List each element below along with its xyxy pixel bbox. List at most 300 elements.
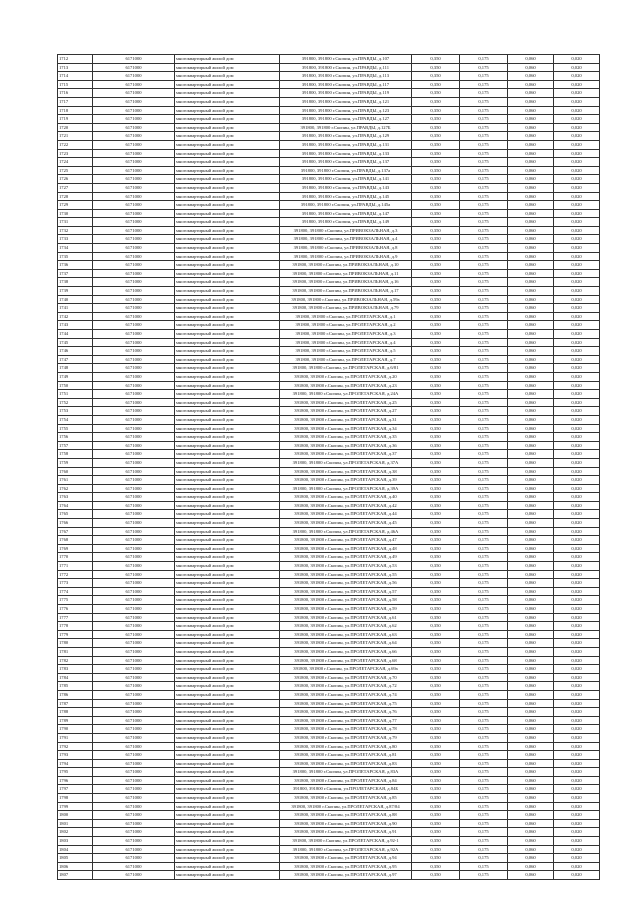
- oktmo-code-cell: 6171000: [93, 226, 175, 235]
- building-type-cell: многоквартирный жилой дом: [175, 751, 280, 760]
- building-type-cell: многоквартирный жилой дом: [175, 115, 280, 124]
- table-row: [58, 287, 600, 296]
- document-sheet: [57, 54, 599, 880]
- oktmo-code-cell: 6171000: [93, 862, 175, 871]
- value-1-cell: 0,350: [412, 381, 460, 390]
- value-2-cell: 0,175: [460, 312, 508, 321]
- address-cell: 391800, 391800 г.Скопин, ул.ПРОЛЕТАРСКАЯ, д.75: [280, 699, 412, 708]
- row-number-cell: 1781: [58, 647, 93, 656]
- value-1-cell: 0,350: [412, 72, 460, 81]
- value-4-cell: 0,020: [554, 398, 600, 407]
- address-cell: 391800, 391800 г.Скопин, ул.ПРИВОКЗАЛЬНАЯ, д.59а: [280, 295, 412, 304]
- value-4-cell: 0,020: [554, 295, 600, 304]
- value-3-cell: 0,060: [508, 226, 554, 235]
- value-4-cell: 0,020: [554, 570, 600, 579]
- value-1-cell: 0,350: [412, 690, 460, 699]
- value-4-cell: 0,020: [554, 562, 600, 571]
- value-3-cell: 0,060: [508, 819, 554, 828]
- building-type-cell: многоквартирный жилой дом: [175, 123, 280, 132]
- value-3-cell: 0,060: [508, 364, 554, 373]
- address-cell: 391800, 391800 г.Скопин, ул.ПРОЛЕТАРСКАЯ, д.31: [280, 415, 412, 424]
- oktmo-code-cell: 6171000: [93, 364, 175, 373]
- row-number-cell: 1738: [58, 278, 93, 287]
- value-4-cell: 0,020: [554, 553, 600, 562]
- table-row: [58, 175, 600, 184]
- address-cell: 391800, 391800 г.Скопин, ул.ПРИВОКЗАЛЬНАЯ, д.10: [280, 261, 412, 270]
- table-row: [58, 55, 600, 64]
- value-1-cell: 0,350: [412, 183, 460, 192]
- value-1-cell: 0,350: [412, 708, 460, 717]
- building-type-cell: многоквартирный жилой дом: [175, 252, 280, 261]
- row-number-cell: 1756: [58, 433, 93, 442]
- value-2-cell: 0,175: [460, 630, 508, 639]
- value-4-cell: 0,020: [554, 372, 600, 381]
- value-1-cell: 0,350: [412, 63, 460, 72]
- value-3-cell: 0,060: [508, 854, 554, 863]
- value-2-cell: 0,175: [460, 295, 508, 304]
- oktmo-code-cell: 6171000: [93, 183, 175, 192]
- building-type-cell: многоквартирный жилой дом: [175, 622, 280, 631]
- table-row: [58, 132, 600, 141]
- building-type-cell: многоквартирный жилой дом: [175, 441, 280, 450]
- row-number-cell: 1801: [58, 819, 93, 828]
- value-1-cell: 0,350: [412, 605, 460, 614]
- value-3-cell: 0,060: [508, 312, 554, 321]
- address-cell: 391800, 391800 г.Скопин, ул.ПРАВДЫ, д.145а: [280, 201, 412, 210]
- table-row: [58, 854, 600, 863]
- value-1-cell: 0,350: [412, 647, 460, 656]
- oktmo-code-cell: 6171000: [93, 106, 175, 115]
- table-row: [58, 149, 600, 158]
- table-row: [58, 519, 600, 528]
- row-number-cell: 1799: [58, 802, 93, 811]
- building-type-cell: многоквартирный жилой дом: [175, 312, 280, 321]
- table-row: [58, 596, 600, 605]
- table-row: [58, 140, 600, 149]
- address-cell: 391800, 391800 г.Скопин, ул.ПРОЛЕТАРСКАЯ, д.25: [280, 398, 412, 407]
- address-cell: 391800, 391800 г.Скопин, ул.ПРОЛЕТАРСКАЯ, д.3: [280, 330, 412, 339]
- building-type-cell: многоквартирный жилой дом: [175, 209, 280, 218]
- value-4-cell: 0,020: [554, 381, 600, 390]
- value-2-cell: 0,175: [460, 149, 508, 158]
- table-row: [58, 587, 600, 596]
- row-number-cell: 1788: [58, 708, 93, 717]
- value-1-cell: 0,350: [412, 390, 460, 399]
- oktmo-code-cell: 6171000: [93, 725, 175, 734]
- building-type-cell: многоквартирный жилой дом: [175, 476, 280, 485]
- oktmo-code-cell: 6171000: [93, 407, 175, 416]
- address-cell: 391800, 391800 г.Скопин, ул.ПРИВОКЗАЛЬНАЯ, д.4: [280, 235, 412, 244]
- value-1-cell: 0,350: [412, 785, 460, 794]
- value-3-cell: 0,060: [508, 209, 554, 218]
- value-1-cell: 0,350: [412, 450, 460, 459]
- value-2-cell: 0,175: [460, 751, 508, 760]
- value-2-cell: 0,175: [460, 467, 508, 476]
- value-4-cell: 0,020: [554, 390, 600, 399]
- value-1-cell: 0,350: [412, 819, 460, 828]
- oktmo-code-cell: 6171000: [93, 682, 175, 691]
- value-3-cell: 0,060: [508, 665, 554, 674]
- value-4-cell: 0,020: [554, 579, 600, 588]
- oktmo-code-cell: 6171000: [93, 372, 175, 381]
- value-3-cell: 0,060: [508, 175, 554, 184]
- address-cell: 391800, 391800 г.Скопин, ул.ПРОЛЕТАРСКАЯ, д.76: [280, 708, 412, 717]
- building-type-cell: многоквартирный жилой дом: [175, 261, 280, 270]
- oktmo-code-cell: 6171000: [93, 733, 175, 742]
- oktmo-code-cell: 6171000: [93, 630, 175, 639]
- value-2-cell: 0,175: [460, 613, 508, 622]
- value-3-cell: 0,060: [508, 802, 554, 811]
- building-type-cell: многоквартирный жилой дом: [175, 458, 280, 467]
- value-2-cell: 0,175: [460, 493, 508, 502]
- value-2-cell: 0,175: [460, 458, 508, 467]
- value-1-cell: 0,350: [412, 330, 460, 339]
- table-row: [58, 708, 600, 717]
- address-cell: 391800, 391800 г.Скопин, ул.ПРАВДЫ, д.149: [280, 218, 412, 227]
- value-4-cell: 0,020: [554, 759, 600, 768]
- value-1-cell: 0,350: [412, 656, 460, 665]
- value-2-cell: 0,175: [460, 424, 508, 433]
- value-1-cell: 0,350: [412, 854, 460, 863]
- value-1-cell: 0,350: [412, 845, 460, 854]
- value-1-cell: 0,350: [412, 287, 460, 296]
- address-cell: 391800, 391800 г.Скопин, ул.ПРОЛЕТАРСКАЯ, д.81: [280, 751, 412, 760]
- address-cell: 391800, 391800 г.Скопин, ул.ПРИВОКЗАЛЬНАЯ, д.9: [280, 252, 412, 261]
- table-row: [58, 570, 600, 579]
- value-3-cell: 0,060: [508, 751, 554, 760]
- value-4-cell: 0,020: [554, 175, 600, 184]
- value-1-cell: 0,350: [412, 596, 460, 605]
- row-number-cell: 1782: [58, 656, 93, 665]
- table-row: [58, 751, 600, 760]
- oktmo-code-cell: 6171000: [93, 330, 175, 339]
- value-2-cell: 0,175: [460, 450, 508, 459]
- building-type-cell: многоквартирный жилой дом: [175, 269, 280, 278]
- value-4-cell: 0,020: [554, 845, 600, 854]
- value-2-cell: 0,175: [460, 321, 508, 330]
- value-2-cell: 0,175: [460, 802, 508, 811]
- row-number-cell: 1785: [58, 682, 93, 691]
- value-4-cell: 0,020: [554, 622, 600, 631]
- oktmo-code-cell: 6171000: [93, 802, 175, 811]
- value-4-cell: 0,020: [554, 854, 600, 863]
- table-row: [58, 89, 600, 98]
- value-1-cell: 0,350: [412, 519, 460, 528]
- table-row: [58, 347, 600, 356]
- address-cell: 391800, 391800 г.Скопин, ул.ПРОЛЕТАРСКАЯ, д.97: [280, 871, 412, 880]
- oktmo-code-cell: 6171000: [93, 759, 175, 768]
- row-number-cell: 1742: [58, 312, 93, 321]
- value-2-cell: 0,175: [460, 441, 508, 450]
- building-type-cell: многоквартирный жилой дом: [175, 742, 280, 751]
- value-4-cell: 0,020: [554, 364, 600, 373]
- value-4-cell: 0,020: [554, 665, 600, 674]
- table-row: [58, 441, 600, 450]
- value-3-cell: 0,060: [508, 570, 554, 579]
- value-1-cell: 0,350: [412, 97, 460, 106]
- value-3-cell: 0,060: [508, 321, 554, 330]
- value-1-cell: 0,350: [412, 218, 460, 227]
- value-4-cell: 0,020: [554, 819, 600, 828]
- address-cell: 391800, 391800 г.Скопин, ул.ПРОЛЕТАРСКАЯ, д.87/84: [280, 802, 412, 811]
- row-number-cell: 1793: [58, 751, 93, 760]
- row-number-cell: 1732: [58, 226, 93, 235]
- value-2-cell: 0,175: [460, 364, 508, 373]
- value-3-cell: 0,060: [508, 415, 554, 424]
- address-cell: 391800, 391800 г.Скопин, ул.ПРОЛЕТАРСКАЯ, д.49: [280, 553, 412, 562]
- building-type-cell: многоквартирный жилой дом: [175, 630, 280, 639]
- oktmo-code-cell: 6171000: [93, 845, 175, 854]
- value-1-cell: 0,350: [412, 312, 460, 321]
- value-1-cell: 0,350: [412, 149, 460, 158]
- value-4-cell: 0,020: [554, 862, 600, 871]
- value-2-cell: 0,175: [460, 622, 508, 631]
- value-4-cell: 0,020: [554, 415, 600, 424]
- value-4-cell: 0,020: [554, 166, 600, 175]
- address-cell: 391800, 391800 г.Скопин, ул.ПРОЛЕТАРСКАЯ, д.57: [280, 587, 412, 596]
- table-row: [58, 226, 600, 235]
- table-row: [58, 785, 600, 794]
- value-4-cell: 0,020: [554, 647, 600, 656]
- oktmo-code-cell: 6171000: [93, 123, 175, 132]
- table-row: [58, 321, 600, 330]
- value-1-cell: 0,350: [412, 115, 460, 124]
- oktmo-code-cell: 6171000: [93, 218, 175, 227]
- value-2-cell: 0,175: [460, 63, 508, 72]
- row-number-cell: 1737: [58, 269, 93, 278]
- building-type-cell: многоквартирный жилой дом: [175, 295, 280, 304]
- row-number-cell: 1734: [58, 244, 93, 253]
- value-3-cell: 0,060: [508, 630, 554, 639]
- building-type-cell: многоквартирный жилой дом: [175, 647, 280, 656]
- building-type-cell: многоквартирный жилой дом: [175, 493, 280, 502]
- value-3-cell: 0,060: [508, 398, 554, 407]
- value-3-cell: 0,060: [508, 622, 554, 631]
- table-row: [58, 536, 600, 545]
- value-4-cell: 0,020: [554, 708, 600, 717]
- value-4-cell: 0,020: [554, 587, 600, 596]
- building-type-cell: многоквартирный жилой дом: [175, 845, 280, 854]
- value-2-cell: 0,175: [460, 72, 508, 81]
- value-2-cell: 0,175: [460, 845, 508, 854]
- value-2-cell: 0,175: [460, 381, 508, 390]
- value-4-cell: 0,020: [554, 716, 600, 725]
- value-2-cell: 0,175: [460, 562, 508, 571]
- table-row: [58, 166, 600, 175]
- oktmo-code-cell: 6171000: [93, 828, 175, 837]
- oktmo-code-cell: 6171000: [93, 80, 175, 89]
- row-number-cell: 1762: [58, 484, 93, 493]
- row-number-cell: 1720: [58, 123, 93, 132]
- value-2-cell: 0,175: [460, 733, 508, 742]
- row-number-cell: 1753: [58, 407, 93, 416]
- value-4-cell: 0,020: [554, 72, 600, 81]
- oktmo-code-cell: 6171000: [93, 450, 175, 459]
- building-type-cell: многоквартирный жилой дом: [175, 364, 280, 373]
- row-number-cell: 1749: [58, 372, 93, 381]
- value-4-cell: 0,020: [554, 458, 600, 467]
- oktmo-code-cell: 6171000: [93, 192, 175, 201]
- table-row: [58, 776, 600, 785]
- building-type-cell: многоквартирный жилой дом: [175, 407, 280, 416]
- value-1-cell: 0,350: [412, 699, 460, 708]
- row-number-cell: 1802: [58, 828, 93, 837]
- table-row: [58, 484, 600, 493]
- row-number-cell: 1725: [58, 166, 93, 175]
- address-cell: 391800, 391800 г.Скопин, ул.ПРАВДЫ, д.121: [280, 97, 412, 106]
- table-row: [58, 819, 600, 828]
- value-4-cell: 0,020: [554, 699, 600, 708]
- value-3-cell: 0,060: [508, 725, 554, 734]
- oktmo-code-cell: 6171000: [93, 140, 175, 149]
- address-cell: 391800, 391800 г.Скопин, ул.ПРОЛЕТАРСКАЯ, д.37А: [280, 458, 412, 467]
- row-number-cell: 1739: [58, 287, 93, 296]
- building-type-cell: многоквартирный жилой дом: [175, 759, 280, 768]
- address-cell: 391800, 391800 г.Скопин, ул.ПРОЛЕТАРСКАЯ, д.24А: [280, 390, 412, 399]
- value-1-cell: 0,350: [412, 244, 460, 253]
- row-number-cell: 1715: [58, 80, 93, 89]
- value-2-cell: 0,175: [460, 330, 508, 339]
- row-number-cell: 1751: [58, 390, 93, 399]
- value-2-cell: 0,175: [460, 433, 508, 442]
- address-cell: 391800, 391800 г.Скопин, ул.ПРОЛЕТАРСКАЯ, д.69а: [280, 665, 412, 674]
- value-2-cell: 0,175: [460, 742, 508, 751]
- row-number-cell: 1721: [58, 132, 93, 141]
- row-number-cell: 1731: [58, 218, 93, 227]
- oktmo-code-cell: 6171000: [93, 355, 175, 364]
- building-type-cell: многоквартирный жилой дом: [175, 55, 280, 64]
- value-1-cell: 0,350: [412, 862, 460, 871]
- oktmo-code-cell: 6171000: [93, 252, 175, 261]
- address-cell: 391800, 391800 г.Скопин, ул.ПРИВОКЗАЛЬНАЯ, д.79: [280, 304, 412, 313]
- address-cell: 391800, 391800 г.Скопин, ул.ПРОЛЕТАРСКАЯ, д.84: [280, 776, 412, 785]
- value-2-cell: 0,175: [460, 201, 508, 210]
- value-2-cell: 0,175: [460, 510, 508, 519]
- address-cell: 391800, 391800 г.Скопин, ул.ПРОЛЕТАРСКАЯ, д.1: [280, 312, 412, 321]
- building-type-cell: многоквартирный жилой дом: [175, 794, 280, 803]
- value-2-cell: 0,175: [460, 605, 508, 614]
- address-cell: 391800, 391800 г.Скопин, ул.ПРОЛЕТАРСКАЯ, д.79: [280, 733, 412, 742]
- value-3-cell: 0,060: [508, 433, 554, 442]
- value-1-cell: 0,350: [412, 794, 460, 803]
- table-row: [58, 510, 600, 519]
- value-1-cell: 0,350: [412, 501, 460, 510]
- value-1-cell: 0,350: [412, 527, 460, 536]
- value-3-cell: 0,060: [508, 140, 554, 149]
- oktmo-code-cell: 6171000: [93, 837, 175, 846]
- value-2-cell: 0,175: [460, 476, 508, 485]
- value-1-cell: 0,350: [412, 742, 460, 751]
- value-4-cell: 0,020: [554, 544, 600, 553]
- row-number-cell: 1796: [58, 776, 93, 785]
- building-type-cell: многоквартирный жилой дом: [175, 132, 280, 141]
- oktmo-code-cell: 6171000: [93, 639, 175, 648]
- oktmo-code-cell: 6171000: [93, 596, 175, 605]
- building-type-cell: многоквартирный жилой дом: [175, 467, 280, 476]
- value-4-cell: 0,020: [554, 158, 600, 167]
- table-row: [58, 80, 600, 89]
- value-4-cell: 0,020: [554, 639, 600, 648]
- building-type-cell: многоквартирный жилой дом: [175, 330, 280, 339]
- address-cell: 391800, 391800 г.Скопин, ул.ПРОЛЕТАРСКАЯ, д.38: [280, 467, 412, 476]
- value-3-cell: 0,060: [508, 97, 554, 106]
- building-type-cell: многоквартирный жилой дом: [175, 287, 280, 296]
- oktmo-code-cell: 6171000: [93, 776, 175, 785]
- row-number-cell: 1754: [58, 415, 93, 424]
- value-4-cell: 0,020: [554, 785, 600, 794]
- address-cell: 391800, 391800 г.Скопин, ул.ПРОЛЕТАРСКАЯ, д.48: [280, 544, 412, 553]
- value-4-cell: 0,020: [554, 106, 600, 115]
- address-cell: 391800, 391800 г.Скопин, ул.ПРАВДЫ, д.127: [280, 115, 412, 124]
- row-number-cell: 1746: [58, 347, 93, 356]
- building-type-cell: многоквартирный жилой дом: [175, 673, 280, 682]
- row-number-cell: 1783: [58, 665, 93, 674]
- value-4-cell: 0,020: [554, 682, 600, 691]
- value-3-cell: 0,060: [508, 605, 554, 614]
- building-type-cell: многоквартирный жилой дом: [175, 450, 280, 459]
- value-4-cell: 0,020: [554, 527, 600, 536]
- value-2-cell: 0,175: [460, 527, 508, 536]
- value-2-cell: 0,175: [460, 519, 508, 528]
- value-1-cell: 0,350: [412, 562, 460, 571]
- value-4-cell: 0,020: [554, 97, 600, 106]
- table-row: [58, 183, 600, 192]
- value-1-cell: 0,350: [412, 579, 460, 588]
- value-3-cell: 0,060: [508, 527, 554, 536]
- row-number-cell: 1780: [58, 639, 93, 648]
- building-type-cell: многоквартирный жилой дом: [175, 390, 280, 399]
- value-4-cell: 0,020: [554, 304, 600, 313]
- value-1-cell: 0,350: [412, 338, 460, 347]
- building-type-cell: многоквартирный жилой дом: [175, 372, 280, 381]
- building-type-cell: многоквартирный жилой дом: [175, 544, 280, 553]
- table-row: [58, 398, 600, 407]
- table-row: [58, 295, 600, 304]
- address-cell: 391800, 391800 г.Скопин, ул.ПРОЛЕТАРСКАЯ, д.44: [280, 510, 412, 519]
- row-number-cell: 1805: [58, 854, 93, 863]
- oktmo-code-cell: 6171000: [93, 390, 175, 399]
- table-row: [58, 501, 600, 510]
- value-3-cell: 0,060: [508, 269, 554, 278]
- oktmo-code-cell: 6171000: [93, 347, 175, 356]
- value-1-cell: 0,350: [412, 828, 460, 837]
- row-number-cell: 1758: [58, 450, 93, 459]
- value-1-cell: 0,350: [412, 372, 460, 381]
- value-3-cell: 0,060: [508, 733, 554, 742]
- address-cell: 391800, 391800 г.Скопин, ул.ПРИВОКЗАЛЬНАЯ, д.3: [280, 226, 412, 235]
- building-type-cell: многоквартирный жилой дом: [175, 785, 280, 794]
- address-cell: 391800, 391800 г.Скопин, ул.ПРОЛЕТАРСКАЯ, д.95: [280, 862, 412, 871]
- table-row: [58, 656, 600, 665]
- building-type-cell: многоквартирный жилой дом: [175, 89, 280, 98]
- oktmo-code-cell: 6171000: [93, 716, 175, 725]
- value-2-cell: 0,175: [460, 158, 508, 167]
- value-1-cell: 0,350: [412, 639, 460, 648]
- value-2-cell: 0,175: [460, 372, 508, 381]
- value-4-cell: 0,020: [554, 209, 600, 218]
- value-1-cell: 0,350: [412, 209, 460, 218]
- table-row: [58, 613, 600, 622]
- oktmo-code-cell: 6171000: [93, 209, 175, 218]
- value-2-cell: 0,175: [460, 398, 508, 407]
- value-2-cell: 0,175: [460, 570, 508, 579]
- row-number-cell: 1727: [58, 183, 93, 192]
- row-number-cell: 1777: [58, 613, 93, 622]
- address-cell: 391800, 391800 г.Скопин, ул.ПРАВДЫ, д.141: [280, 175, 412, 184]
- value-4-cell: 0,020: [554, 493, 600, 502]
- address-cell: 391800, 391800 г.Скопин, ул.ПРОЛЕТАРСКАЯ, д.92-1: [280, 837, 412, 846]
- value-4-cell: 0,020: [554, 183, 600, 192]
